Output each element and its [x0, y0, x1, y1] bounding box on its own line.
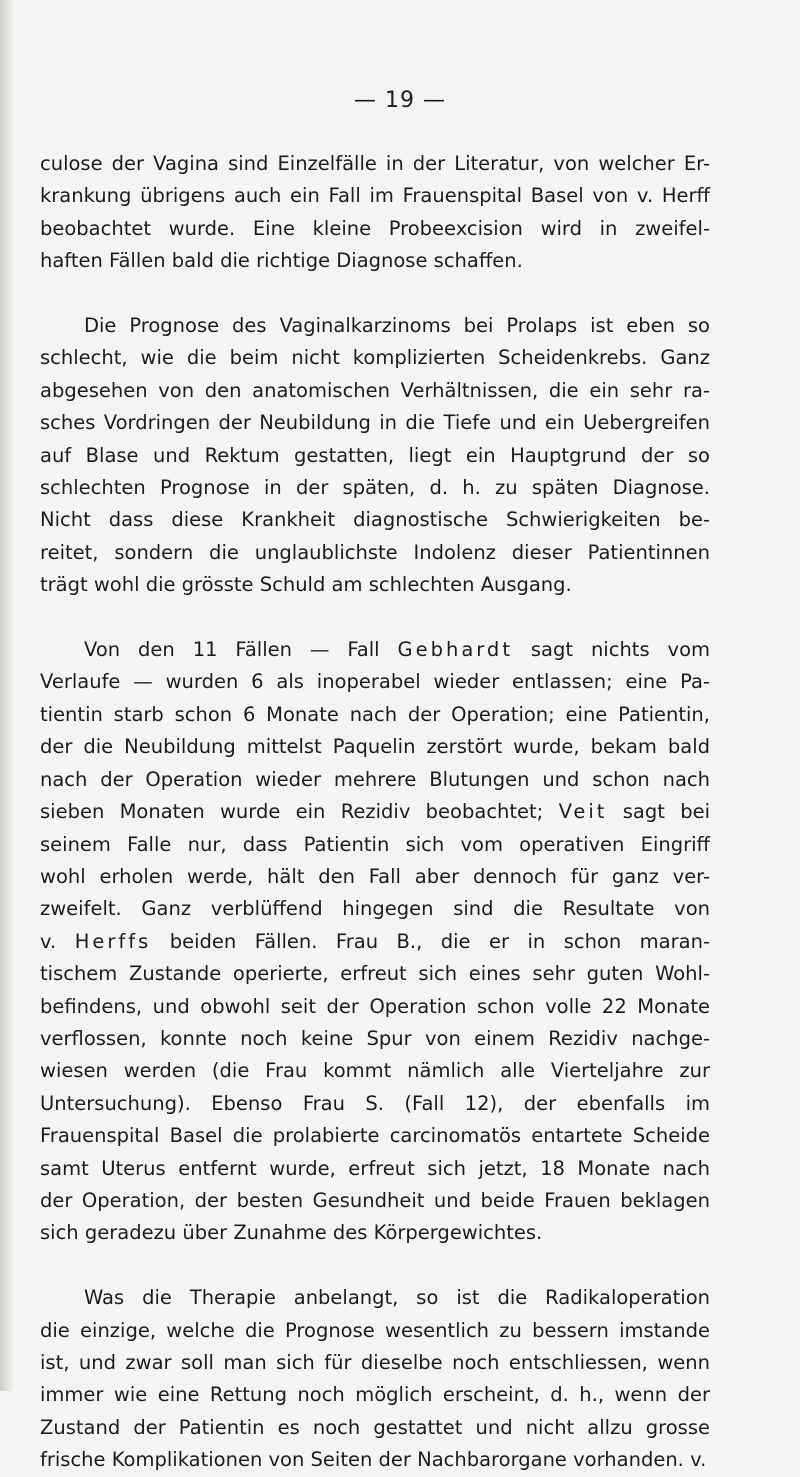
- text-line: der die Neubildung mittelst Paquelin zerstört wurde, bekam bald: [40, 735, 710, 759]
- text-line: trägt wohl die grösste Schuld am schlechten Ausgang.: [40, 573, 572, 597]
- text-line: tientin starb schon 6 Monate nach der Operation; eine Patientin,: [40, 702, 710, 726]
- text-line: Was die Therapie anbelangt, so ist die Radikaloperation: [84, 1286, 710, 1310]
- text-line: immer wie eine Rettung noch möglich erscheint, d. h., wenn der: [40, 1383, 710, 1407]
- text-line: schlechten Prognose in der späten, d. h. zu späten Diagnose.: [40, 476, 710, 500]
- body-text: [40, 148, 710, 1477]
- text-line: Verlaufe — wurden 6 als inoperabel wieder entlassen; eine Pa-: [40, 670, 710, 694]
- text-line: Frauenspital Basel die prolabierte carcinomatös entartete Scheide: [40, 1124, 710, 1148]
- text-line: sieben Monaten wurde ein Rezidiv beobachtet; Veit sagt bei: [40, 800, 710, 824]
- text-line: wiesen werden (die Frau kommt nämlich alle Vierteljahre zur: [40, 1059, 710, 1083]
- text-line: sich geradezu über Zunahme des Körpergewichtes.: [40, 1221, 543, 1245]
- text-line: der Operation, der besten Gesundheit und beide Frauen beklagen: [40, 1188, 710, 1212]
- text-line: frische Komplikationen von Seiten der Nachbarorgane vorhanden. v.: [40, 1448, 707, 1472]
- text-line: Nicht dass diese Krankheit diagnostische Schwierigkeiten be-: [40, 508, 710, 532]
- text-line: Zustand der Patientin es noch gestattet und nicht allzu grosse: [40, 1415, 710, 1439]
- text-line: beobachtet wurde. Eine kleine Probeexcision wird in zweifel-: [40, 216, 710, 240]
- text-line: abgesehen von den anatomischen Verhältnissen, die ein sehr ra-: [40, 378, 710, 402]
- text-line: Untersuchung). Ebenso Frau S. (Fall 12), der ebenfalls im: [40, 1091, 710, 1115]
- text-line: die einzige, welche die Prognose wesentlich zu bessern imstande: [40, 1318, 710, 1342]
- emphasized-name: Veit: [558, 800, 608, 824]
- text-line: auf Blase und Rektum gestatten, liegt ein Hauptgrund der so: [40, 443, 710, 467]
- paragraph: [40, 148, 710, 278]
- text-line: culose der Vagina sind Einzelfälle in der Literatur, von welcher Er-: [40, 152, 710, 175]
- text-line: verflossen, konnte noch keine Spur von einem Rezidiv nachge-: [40, 1026, 710, 1050]
- text-line: ist, und zwar soll man sich für dieselbe noch entschliessen, wenn: [40, 1350, 710, 1374]
- text-line: samt Uterus entfernt wurde, erfreut sich jetzt, 18 Monate nach: [40, 1156, 710, 1180]
- paragraph: [40, 1282, 710, 1476]
- text-line: reitet, sondern die unglaublichste Indolenz dieser Patientinnen: [40, 540, 710, 564]
- text-line: befindens, und obwohl seit der Operation schon volle 22 Monate: [40, 994, 710, 1018]
- text-line: tischem Zustande operierte, erfreut sich eines sehr guten Wohl-: [40, 962, 710, 986]
- text-line: Von den 11 Fällen — Fall Gebhardt sagt nichts vom: [84, 638, 710, 662]
- text-line: Die Prognose des Vaginalkarzinoms bei Prolaps ist eben so: [84, 314, 710, 338]
- text-line: seinem Falle nur, dass Patientin sich vom operativen Eingriff: [40, 832, 710, 856]
- text-line: zweifelt. Ganz verblüffend hingegen sind die Resultate von: [40, 897, 710, 921]
- text-line: schlecht, wie die beim nicht komplizierten Scheidenkrebs. Ganz: [40, 346, 710, 370]
- text-line: haften Fällen bald die richtige Diagnose schaffen.: [40, 249, 523, 273]
- text-line: wohl erholen werde, hält den Fall aber dennoch für ganz ver-: [40, 864, 710, 888]
- text-line: sches Vordringen der Neubildung in die Tiefe und ein Uebergreifen: [40, 411, 710, 435]
- text-line: nach der Operation wieder mehrere Blutungen und schon nach: [40, 767, 710, 791]
- text-line: krankung übrigens auch ein Fall im Frauenspital Basel von v. Herff: [40, 184, 710, 208]
- paragraph: [40, 310, 710, 602]
- page-edge-shadow: [0, 0, 14, 1391]
- paragraph: [40, 634, 710, 1250]
- text-line: v. Herffs beiden Fällen. Frau B., die er in schon maran-: [40, 929, 710, 953]
- page-number: — 19 —: [354, 88, 446, 113]
- emphasized-name: Gebhardt: [397, 638, 513, 662]
- emphasized-name: Herffs: [74, 929, 152, 953]
